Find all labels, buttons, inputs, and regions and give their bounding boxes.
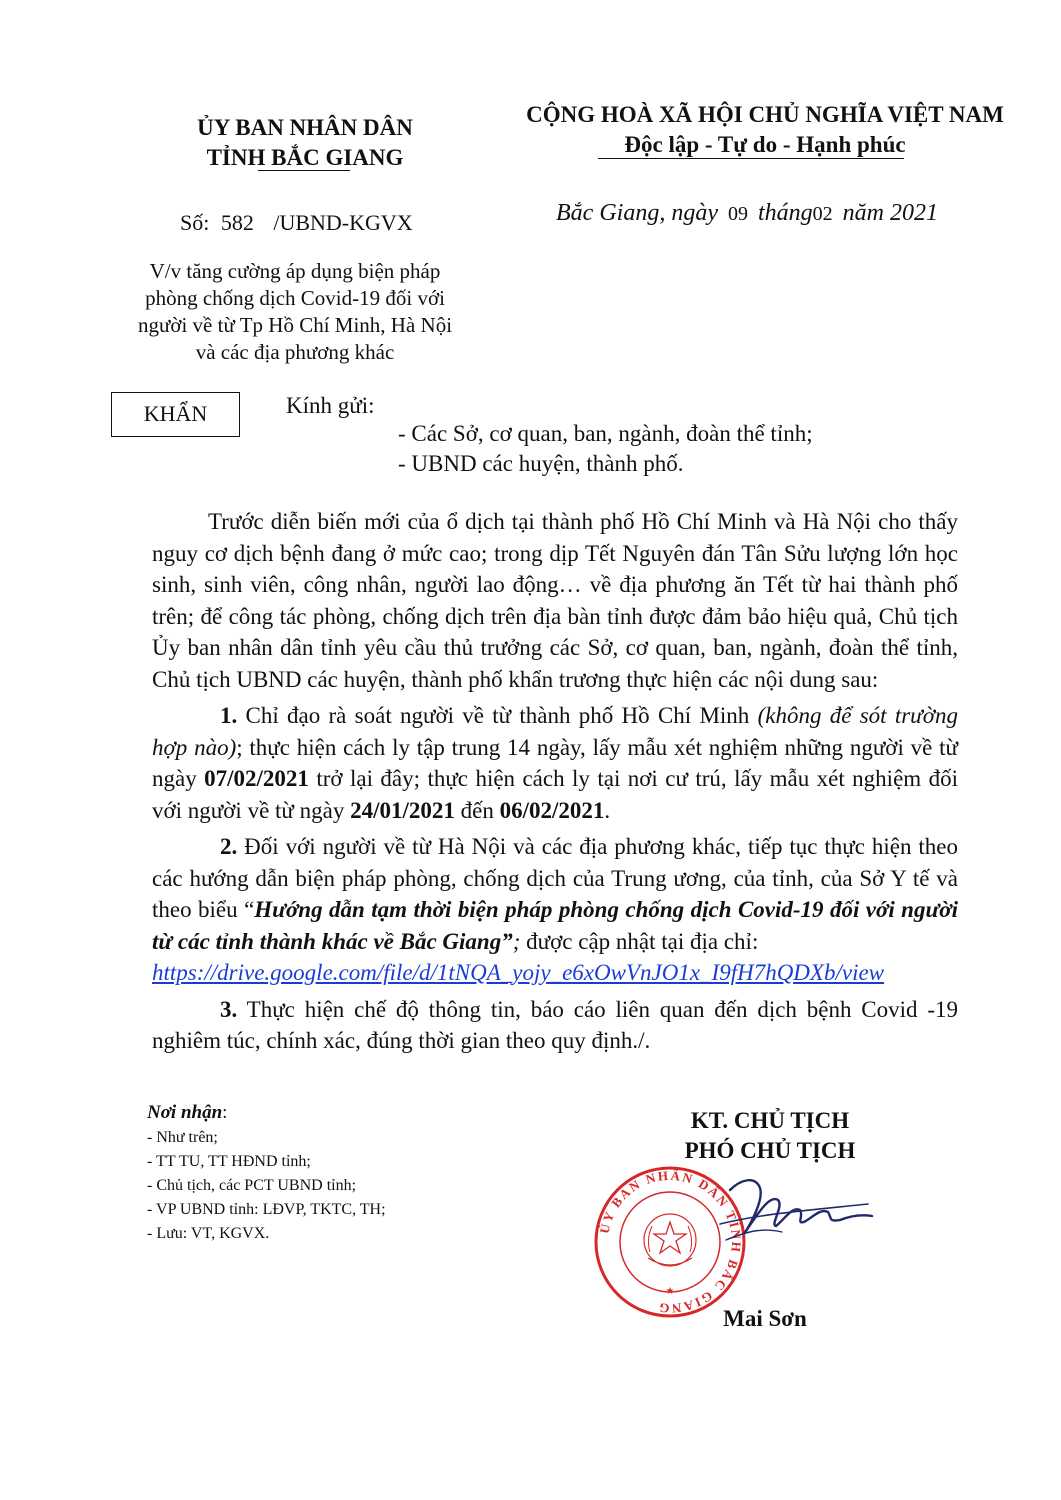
item2-text-a: Đối với người về từ Hà Nội và các địa phương khác, tiếp tục thực hiện theo các hướng dẫn biện pháp phòng, chống dịch của Trung ương, của tỉnh, của Sở Y tế và theo biểu “ [152, 834, 958, 922]
urgency-label: KHẨN [143, 401, 208, 426]
date-prefix: Bắc Giang, ngày [556, 200, 718, 226]
signature-title [620, 1106, 920, 1166]
item1-text-g: đến [454, 797, 500, 823]
date-day: 09 [727, 203, 748, 225]
item1-text-e: trở lại đây; thực hiện cách ly tại nơi cư trú, lấy mẫu xét nghiệm đối với người về từ ngày [152, 766, 958, 823]
date-month: 02 [812, 203, 833, 225]
subject-line3: người về từ Tp Hồ Chí Minh, Hà Nội [137, 313, 453, 337]
issue-date [556, 200, 938, 227]
date-year: năm 2021 [842, 200, 938, 226]
recipient-item: - Như trên; [147, 1129, 218, 1146]
nation-header [505, 100, 1025, 160]
addressee-label: Kính gửi: [286, 393, 375, 418]
org-line2: TỈNH BẮC GIANG [206, 145, 404, 170]
drive-link[interactable]: https://drive.google.com/file/d/1tNQA_yojy_e6xOwVnJO1x_I9fH7hQDXb/view [152, 960, 885, 985]
item2-text-d: được cập nhật tại địa chỉ: [520, 928, 759, 954]
item1-number: 1. [220, 703, 238, 728]
org-header [140, 113, 470, 173]
urgency-box [111, 392, 240, 437]
signature-line2: PHÓ CHỦ TỊCH [684, 1138, 856, 1163]
doc-number [180, 210, 413, 236]
document-body [152, 506, 958, 1057]
recipient-item: - TT TU, TT HĐND tỉnh; [147, 1153, 311, 1170]
item3-paragraph [152, 994, 958, 1057]
recipients-title: Nơi nhận [147, 1102, 223, 1123]
subject [110, 258, 480, 366]
recipient-item: - VP UBND tỉnh: LĐVP, TKTC, TH; [147, 1201, 386, 1218]
signature-line1: KT. CHỦ TỊCH [690, 1108, 850, 1133]
doc-number-suffix: /UBND-KGVX [273, 210, 413, 235]
recipients-colon: : [222, 1102, 228, 1123]
subject-line1: V/v tăng cường áp dụng biện pháp [149, 259, 441, 283]
org-underline [258, 170, 350, 171]
item1-date1: 07/02/2021 [204, 766, 309, 791]
signer-name: Mai Sơn [723, 1306, 807, 1331]
doc-number-label: Số: [180, 210, 210, 235]
item2-paragraph [152, 831, 958, 989]
item2-semicolon: ; [512, 928, 521, 954]
item3-number: 3. [220, 996, 238, 1022]
svg-text:ỦY BAN NHÂN DÂN TỈNH BẮC GIANG: ỦY BAN NHÂN DÂN TỈNH BẮC GIANG [596, 1167, 745, 1317]
recipient-item: - Lưu: VT, KGVX. [147, 1225, 270, 1242]
item1-date3: 06/02/2021 [499, 797, 605, 823]
date-month-label: tháng [757, 200, 813, 226]
item3-text: Thực hiện chế độ thông tin, báo cáo liên quan đến dịch bệnh Covid -19 nghiêm túc, chính xác, đúng thời gian theo quy định./. [152, 996, 958, 1053]
subject-line4: và các địa phương khác [195, 340, 395, 364]
recipients [147, 1100, 507, 1246]
item1-text-b: (không để sót trường hợp nào) [152, 703, 958, 760]
recipient-item: - Chủ tịch, các PCT UBND tỉnh; [147, 1177, 357, 1194]
item1-text-a: Chỉ đạo rà soát người về từ thành phố Hồ Chí Minh [237, 703, 758, 728]
item1-date2: 24/01/2021 [350, 797, 455, 823]
item1-text-c: ; thực hiện cách ly tập trung 14 ngày, lấy mẫu xét nghiệm những người về từ ngày [152, 734, 958, 791]
addressee-item1: - Các Sở, cơ quan, ban, ngành, đoàn thể tỉnh; [398, 421, 813, 446]
svg-text:★: ★ [665, 1286, 675, 1297]
recipients-title-row [147, 1100, 507, 1126]
handwritten-signature [700, 1170, 880, 1260]
item2-number: 2. [220, 834, 238, 859]
item1-paragraph [152, 700, 958, 826]
motto: Độc lập - Tự do - Hạnh phúc [624, 132, 906, 157]
addressee-item2: - UBND các huyện, thành phố. [398, 451, 684, 476]
motto-underline [598, 158, 904, 159]
nation-title: CỘNG HOÀ XÃ HỘI CHỦ NGHĨA VIỆT NAM [526, 102, 1004, 127]
org-line1: ỦY BAN NHÂN DÂN [197, 115, 413, 140]
subject-line2: phòng chống dịch Covid-19 đối với [145, 286, 445, 310]
doc-number-value: 582 [220, 210, 254, 235]
intro-paragraph: Trước diễn biến mới của ổ dịch tại thành phố Hồ Chí Minh và Hà Nội cho thấy nguy cơ dịch bệnh đang ở mức cao; trong dịp Tết Nguyên đán Tân Sửu lượng lớn học sinh, sinh viên, công nhân, người lao động… về địa phương ăn Tết từ hai thành phố trên; để công tác phòng, chống dịch trên địa bàn tỉnh được đảm bảo hiệu quả, Chủ tịch Ủy ban nhân dân tỉnh yêu cầu thủ trưởng các Sở, cơ quan, ban, ngành, đoàn thể tỉnh, Chủ tịch UBND các huyện, thành phố khẩn trương thực hiện các nội dung sau: [152, 509, 958, 692]
item2-guide-title: Hướng dẫn tạm thời biện pháp phòng chống dịch Covid-19 đối với người từ các tỉnh thành khác về Bắc Giang” [152, 897, 958, 954]
item1-text-i: . [604, 797, 611, 823]
